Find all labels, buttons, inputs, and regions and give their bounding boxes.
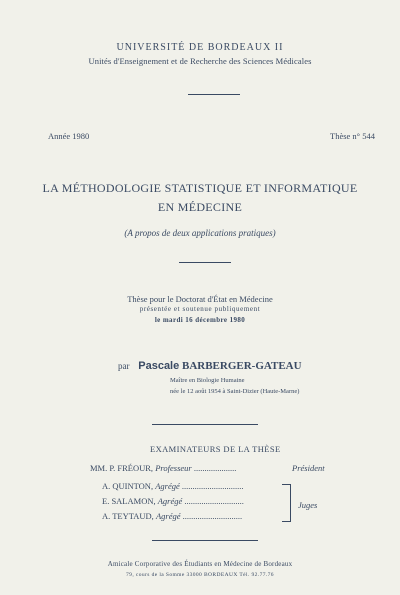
divider <box>188 94 240 95</box>
dot-leader: ............................. <box>181 481 244 491</box>
author-role: Maître en Biologie Humaine <box>170 377 245 384</box>
faculty-unit: Unités d'Enseignement et de Recherche des Sciences Médicales <box>88 56 312 66</box>
examiner-title: Agrégé <box>155 511 181 521</box>
thesis-degree: Thèse pour le Doctorat d'État en Médecine <box>127 294 273 304</box>
examiner-name: E. SALAMON, <box>102 496 156 506</box>
author-first-name: Pascale <box>138 360 180 372</box>
divider <box>152 424 258 425</box>
judges-label: Juges <box>298 500 318 510</box>
examiner-title: Professeur <box>155 463 192 473</box>
examiner-judge <box>102 496 244 506</box>
author-birth: née le 12 août 1954 à Saint-Dizier (Haute-Marne) <box>170 388 300 395</box>
thesis-title-line2: EN MÉDECINE <box>157 200 243 214</box>
author-last-name: BARBERGER-GATEAU <box>181 360 302 372</box>
thesis-presented: présentée et soutenue publiquement <box>139 305 261 313</box>
thesis-subtitle: (A propos de deux applications pratiques) <box>124 228 276 238</box>
thesis-date: le mardi 16 décembre 1980 <box>154 316 246 324</box>
thesis-number: Thèse n° 544 <box>330 131 375 141</box>
examiner-title: Agrégé <box>155 481 180 491</box>
dot-leader: ............................ <box>182 511 243 521</box>
author-prefix: par <box>118 361 130 371</box>
examiner-president <box>90 463 236 473</box>
president-label: Président <box>292 463 325 473</box>
publisher-address: 79, cours de la Somme 33000 BORDEAUX Tél. 92.77.76 <box>126 572 274 578</box>
author-line <box>118 360 302 372</box>
divider <box>179 262 231 263</box>
examiner-name: MM. P. FRÉOUR, <box>90 463 154 473</box>
university-name: UNIVERSITÉ DE BORDEAUX II <box>116 42 284 53</box>
judges-brace <box>282 484 291 522</box>
examiners-heading: EXAMINATEURS DE LA THÈSE <box>150 444 281 454</box>
divider <box>152 540 258 541</box>
publisher-name: Amicale Corporative des Étudiants en Médecine de Bordeaux <box>107 560 293 568</box>
examiner-judge <box>102 481 244 491</box>
dot-leader: .................... <box>193 463 237 473</box>
examiner-title: Agrégé <box>157 496 183 506</box>
examiner-name: A. TEYTAUD, <box>102 511 154 521</box>
thesis-year: Année 1980 <box>48 131 90 141</box>
dot-leader: ............................ <box>184 496 244 506</box>
thesis-title-line1: LA MÉTHODOLOGIE STATISTIQUE ET INFORMATIQUE <box>42 181 358 195</box>
examiner-name: A. QUINTON, <box>102 481 154 491</box>
examiner-judge <box>102 511 242 521</box>
